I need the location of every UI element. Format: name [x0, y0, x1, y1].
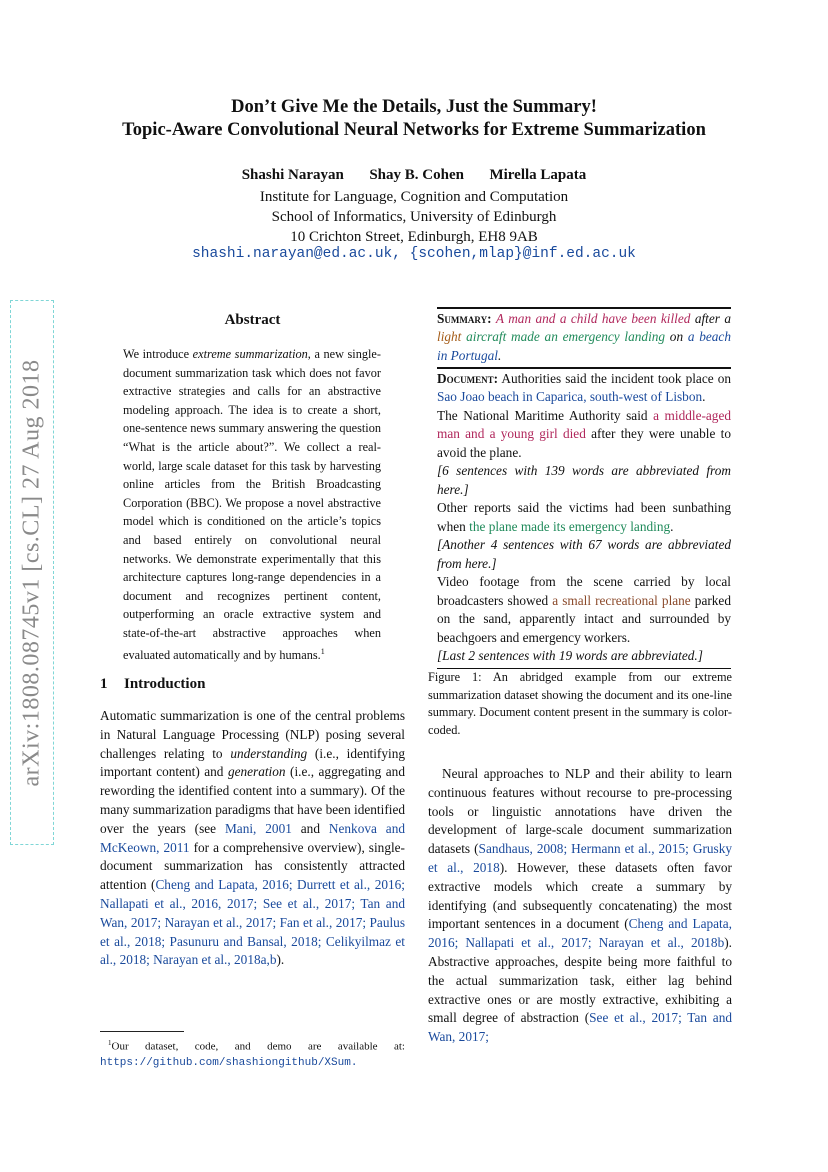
citation-link[interactable]: Cheng and Lapata, 2016; Durrett et al., 2016; Nallapati et al., 2016, 2017; See et al., 2017; Tan and Wan, 2017; Narayan et al., 2017; Fan et al., 2017; Paulus et al., 2018; Pasunuru and Bansal, 2018; Celikyilmaz et al., 2018; Narayan et al., 2018a,b: [100, 877, 405, 968]
paper-title-line-1: Don’t Give Me the Details, Just the Summary!: [231, 97, 597, 117]
affiliation-line-2: School of Informatics, University of Edinburgh: [271, 209, 557, 225]
author-2: Shay B. Cohen: [369, 167, 464, 183]
citation-link[interactable]: Cheng and Lapata, 2016; Nallapati et al., 2017; Narayan et al., 2018b: [428, 916, 732, 951]
figure-summary: Summary: A man and a child have been killed after a light aircraft made an emergency landing on a beach in Portugal.: [437, 310, 731, 363]
github-link[interactable]: https://github.com/shashiongithub/XSum.: [100, 1057, 358, 1070]
citation-link[interactable]: Mani, 2001: [224, 820, 292, 836]
paper-title-line-2: Topic-Aware Convolutional Neural Networks for Extreme Summarization: [122, 120, 706, 140]
footnote-marker[interactable]: 1: [320, 646, 325, 656]
author-emails[interactable]: shashi.narayan@ed.ac.uk, {scohen,mlap}@inf.ed.ac.uk: [192, 246, 636, 262]
abstract-heading: Abstract: [224, 312, 281, 328]
affiliation-line-3: 10 Crichton Street, Edinburgh, EH8 9AB: [290, 229, 538, 245]
author-list: [0, 167, 828, 184]
arxiv-stamp[interactable]: [10, 300, 54, 845]
footnote: $^1$Our dataset, code, and demo are available at: https://github.com/shashiongithub/XSum.: [100, 1039, 405, 1070]
author-1: Shashi Narayan: [241, 167, 344, 183]
introduction-paragraph: Automatic summarization is one of the central problems in Natural Language Processing (NLP) posing several challenges relating to understanding (i.e., identifying important content) and generation (i.e., aggregating and rewording the identified content into a summary). Of the many summarization paradigms that have been identified over the years (see Mani, 2001 and Nenkova and McKeown, 2011 for a comprehensive overview), single-document summarization has consistently attracted attention (Cheng and Lapata, 2016; Durrett et al., 2016; Nallapati et al., 2016, 2017; See et al., 2017; Tan and Wan, 2017; Narayan et al., 2017; Fan et al., 2017; Paulus et al., 2018; Pasunuru and Bansal, 2018; Celikyilmaz et al., 2018; Narayan et al., 2018a,b).: [100, 708, 406, 968]
citation-link[interactable]: Nenkova and McKeown, 2011: [100, 820, 405, 855]
citation-link[interactable]: See et al., 2017; Tan and Wan, 2017;: [428, 1010, 732, 1045]
author-3: Mirella Lapata: [489, 167, 587, 183]
footnote-rule: [100, 1031, 184, 1032]
figure-1-caption: Figure 1: An abridged example from our extreme summarization dataset showing the document and its one-line summary. Document content present in the summary is color-coded.: [428, 670, 732, 737]
arxiv-stamp-text: arXiv:1808.08745v1 [cs.CL] 27 Aug 2018: [18, 359, 45, 786]
section-heading-introduction: 1 Introduction: [100, 676, 206, 692]
abstract-body: We introduce extreme summarization, a new single-document summarization task which does not favor extractive strategies and calls for an abstractive modeling approach. The idea is to create a short, one-sentence news summary answering the question “What is the article about?”. We collect a real-world, large scale dataset for this task by harvesting online articles from the British Broadcasting Corporation (BBC). We propose a novel abstractive model which is conditioned on the article’s topics and based entirely on convolutional neural networks. We demonstrate experimentally that this architecture captures long-range dependencies in a document and recognizes pertinent content, outperforming an oracle extractive system and state-of-the-art abstractive approaches when evaluated automatically and by humans.$^1$: [123, 347, 381, 662]
figure-1-example: [437, 307, 731, 669]
right-column-paragraph: Neural approaches to NLP and their ability to learn continuous features without recourse to pre-processing tools or linguistic annotations have driven the development of large-scale document summarization datasets (Sandhaus, 2008; Hermann et al., 2015; Grusky et al., 2018). However, these datasets often favor extractive models which create a summary by identifying (and subsequently concatenating) the most important sentences in a document (Cheng and Lapata, 2016; Nallapati et al., 2017; Narayan et al., 2018b). Abstractive approaches, despite being more faithful to the actual summarization task, either lag behind extractive ones or are mostly extractive, exhibiting a small degree of abstraction (See et al., 2017; Tan and Wan, 2017;: [428, 766, 732, 1045]
affiliation-line-1: Institute for Language, Cognition and Computation: [259, 189, 569, 205]
figure-document: Document: Authorities said the incident took place on Sao Joao beach in Caparica, south-west of Lisbon. The National Maritime Authority said a middle-aged man and a young girl died after they were unable to avoid the plane. [6 sentences with 139 words are abbreviated from here.] Other reports said the victims had been sunbathing when the plane made its emergency landing. [Another 4 sentences with 67 words are abbreviated from here.] Video footage from the scene carried by local broadcasters showed a small recreational plane parked on the sand, apparently intact and surrounded by beachgoers and emergency workers. [Last 2 sentences with 19 words are abbreviated.]: [437, 370, 732, 663]
citation-link[interactable]: Sandhaus, 2008; Hermann et al., 2015; Grusky et al., 2018: [428, 841, 732, 875]
